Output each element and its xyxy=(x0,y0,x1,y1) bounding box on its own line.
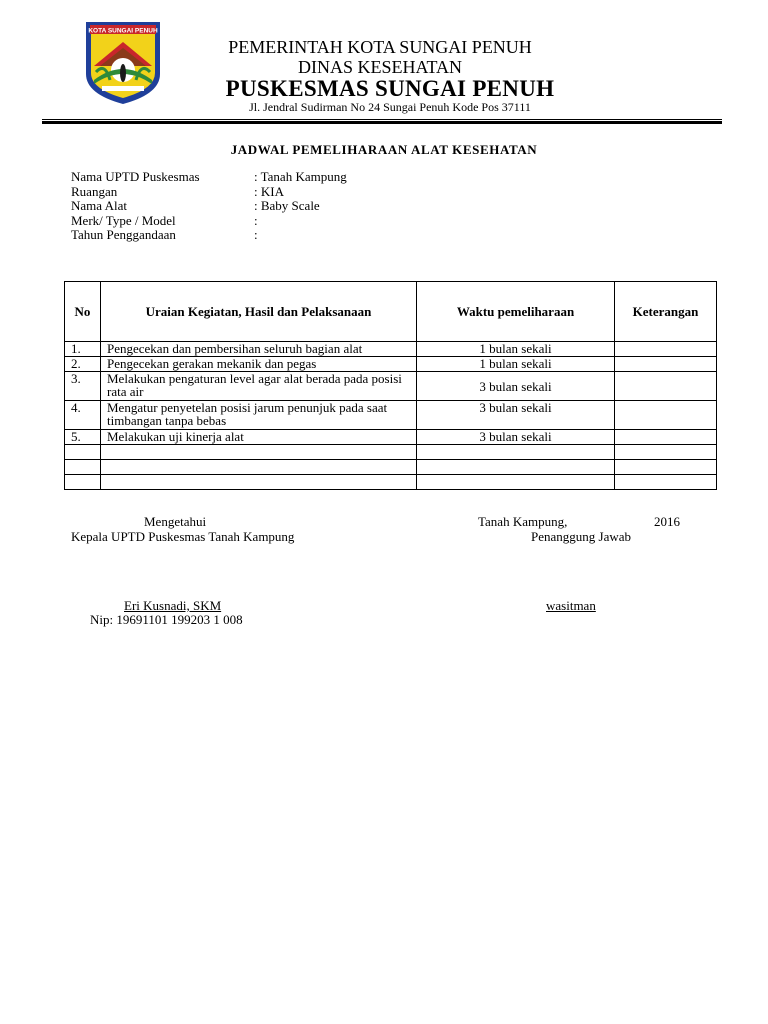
sig-left-name: Eri Kusnadi, SKM xyxy=(124,598,222,613)
cell-empty xyxy=(417,445,615,460)
info-block xyxy=(71,170,347,243)
cell-keterangan xyxy=(615,342,717,357)
cell-keterangan xyxy=(615,372,717,401)
cell-uraian: Melakukan pengaturan level agar alat berada pada posisi rata air xyxy=(101,372,417,401)
header-rule-thin xyxy=(42,119,722,120)
table-row xyxy=(65,430,717,445)
cell-waktu: 1 bulan sekali xyxy=(417,342,615,357)
cell-uraian: Melakukan uji kinerja alat xyxy=(101,430,417,445)
sig-right-role: Penanggung Jawab xyxy=(531,529,632,544)
cell-empty xyxy=(615,445,717,460)
cell-empty xyxy=(65,445,101,460)
cell-empty xyxy=(417,460,615,475)
info-value: : xyxy=(254,212,258,228)
info-row xyxy=(71,214,347,229)
col-header-no: No xyxy=(65,282,101,342)
info-value: : Baby Scale xyxy=(254,198,320,213)
table-row xyxy=(65,342,717,357)
header-address: Jl. Jendral Sudirman No 24 Sungai Penuh Kode Pos 37111 xyxy=(249,100,531,114)
logo-text: KOTA SUNGAI PENUH xyxy=(88,27,158,35)
info-row xyxy=(71,199,347,214)
table-row-empty xyxy=(65,475,717,490)
cell-empty xyxy=(101,445,417,460)
info-value: : KIA xyxy=(254,183,284,199)
info-label: Tahun Penggandaan xyxy=(71,227,176,242)
col-header-waktu: Waktu pemeliharaan xyxy=(417,282,615,342)
maintenance-table xyxy=(64,281,717,490)
header-line-1: PEMERINTAH KOTA SUNGAI PENUH xyxy=(228,37,532,57)
cell-empty xyxy=(615,475,717,490)
info-row xyxy=(71,185,347,200)
document-title: JADWAL PEMELIHARAAN ALAT KESEHATAN xyxy=(230,142,538,157)
table-row xyxy=(65,401,717,430)
cell-no: 4. xyxy=(65,401,101,430)
table-row xyxy=(65,357,717,372)
sig-right-year: 2016 xyxy=(654,514,680,529)
sig-right-name: wasitman xyxy=(546,598,596,613)
col-header-keterangan: Keterangan xyxy=(615,282,717,342)
cell-empty xyxy=(615,460,717,475)
city-logo xyxy=(80,18,166,106)
sig-right-place: Tanah Kampung, xyxy=(478,514,568,529)
cell-empty xyxy=(65,460,101,475)
cell-no: 3. xyxy=(65,372,101,401)
info-label: Nama Alat xyxy=(71,198,127,213)
info-row xyxy=(71,170,347,185)
info-row xyxy=(71,228,347,243)
info-value: : Tanah Kampung xyxy=(254,169,347,184)
table-row-empty xyxy=(65,445,717,460)
cell-keterangan xyxy=(615,430,717,445)
cell-empty xyxy=(101,460,417,475)
col-header-uraian: Uraian Kegiatan, Hasil dan Pelaksanaan xyxy=(101,282,417,342)
header-rule-thick xyxy=(42,121,722,124)
cell-keterangan xyxy=(615,357,717,372)
header-line-2: DINAS KESEHATAN xyxy=(297,57,463,77)
cell-waktu: 1 bulan sekali xyxy=(417,357,615,372)
cell-empty xyxy=(65,475,101,490)
cell-empty xyxy=(101,475,417,490)
cell-uraian: Pengecekan dan pembersihan seluruh bagian alat xyxy=(101,342,417,357)
table-row xyxy=(65,372,717,401)
info-label: Ruangan xyxy=(71,183,118,199)
table-header-row xyxy=(65,282,717,342)
sig-left-top: Mengetahui xyxy=(144,514,207,529)
cell-no: 2. xyxy=(65,357,101,372)
sig-left-role: Kepala UPTD Puskesmas Tanah Kampung xyxy=(71,529,295,544)
header-line-3: PUSKESMAS SUNGAI PENUH xyxy=(225,76,555,101)
info-label: Nama UPTD Puskesmas xyxy=(71,169,200,184)
cell-waktu: 3 bulan sekali xyxy=(417,430,615,445)
cell-waktu: 3 bulan sekali xyxy=(417,401,615,430)
cell-uraian: Mengatur penyetelan posisi jarum penunjuk pada saat timbangan tanpa bebas xyxy=(101,401,417,430)
cell-waktu: 3 bulan sekali xyxy=(417,372,615,401)
info-value: : xyxy=(254,227,258,242)
sig-left-nip: Nip: 19691101 199203 1 008 xyxy=(90,612,243,627)
cell-no: 1. xyxy=(65,342,101,357)
cell-empty xyxy=(417,475,615,490)
cell-no: 5. xyxy=(65,430,101,445)
table-row-empty xyxy=(65,460,717,475)
cell-uraian: Pengecekan gerakan mekanik dan pegas xyxy=(101,357,417,372)
cell-keterangan xyxy=(615,401,717,430)
info-label: Merk/ Type / Model xyxy=(71,212,176,228)
